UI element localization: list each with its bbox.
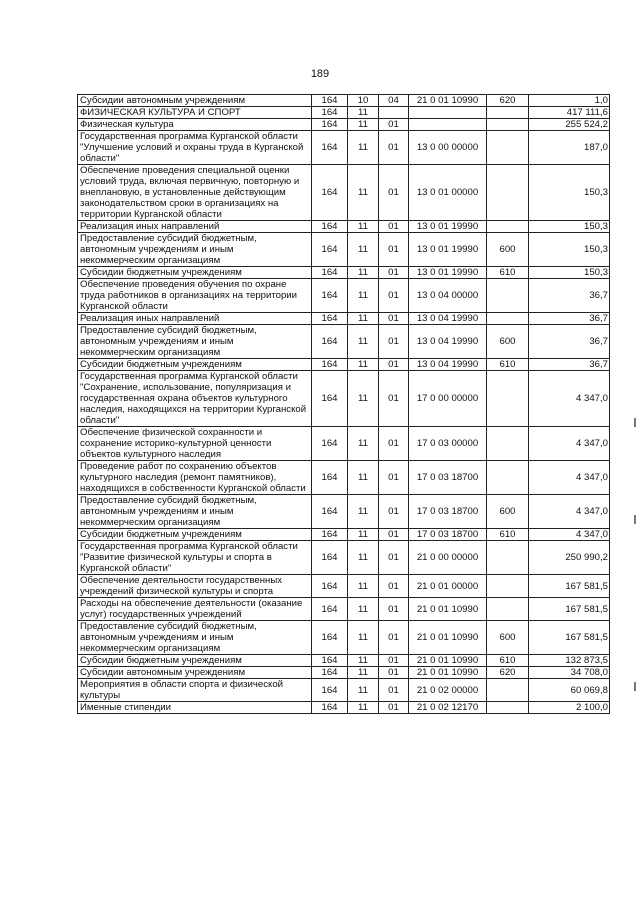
row-expense-type-cell: 620: [487, 95, 529, 107]
row-expense-type-cell: 600: [487, 621, 529, 655]
row-target-article-cell: 21 0 01 00000: [409, 575, 487, 598]
row-target-article-cell: 13 0 04 19990: [409, 313, 487, 325]
row-expense-type-cell: [487, 279, 529, 313]
row-name-cell: Предоставление субсидий бюджетным, автономным учреждениям и иным некоммерческим организациям: [78, 621, 312, 655]
row-subsection-cell: 01: [379, 325, 409, 359]
table-row: [78, 598, 610, 621]
row-subsection-cell: 01: [379, 313, 409, 325]
row-target-article-cell: 13 0 00 00000: [409, 131, 487, 165]
row-target-article-cell: 13 0 04 00000: [409, 279, 487, 313]
table-row: [78, 313, 610, 325]
row-subsection-cell: 01: [379, 495, 409, 529]
row-admin-code-cell: 164: [312, 165, 348, 221]
row-expense-type-cell: 610: [487, 529, 529, 541]
row-admin-code-cell: 164: [312, 279, 348, 313]
row-section-cell: 11: [348, 325, 379, 359]
row-section-cell: 11: [348, 371, 379, 427]
row-section-cell: 11: [348, 427, 379, 461]
row-section-cell: 11: [348, 107, 379, 119]
row-amount-cell: 167 581,5: [529, 575, 610, 598]
row-admin-code-cell: 164: [312, 325, 348, 359]
table-row: [78, 233, 610, 267]
row-subsection-cell: [379, 107, 409, 119]
row-admin-code-cell: 164: [312, 119, 348, 131]
row-section-cell: 11: [348, 267, 379, 279]
table-row: [78, 621, 610, 655]
table-row: [78, 575, 610, 598]
row-admin-code-cell: 164: [312, 131, 348, 165]
table-row: [78, 371, 610, 427]
row-amount-cell: 36,7: [529, 313, 610, 325]
row-section-cell: 11: [348, 702, 379, 714]
row-section-cell: 11: [348, 165, 379, 221]
row-section-cell: 11: [348, 575, 379, 598]
row-target-article-cell: 13 0 01 19990: [409, 221, 487, 233]
row-amount-cell: 4 347,0: [529, 427, 610, 461]
row-section-cell: 11: [348, 359, 379, 371]
row-name-cell: Обеспечение деятельности государственных учреждений физической культуры и спорта: [78, 575, 312, 598]
row-admin-code-cell: 164: [312, 702, 348, 714]
row-name-cell: Государственная программа Курганской области "Улучшение условий и охраны труда в Курганской области": [78, 131, 312, 165]
row-target-article-cell: [409, 119, 487, 131]
row-admin-code-cell: 164: [312, 461, 348, 495]
row-name-cell: Предоставление субсидий бюджетным, автономным учреждениям и иным некоммерческим организациям: [78, 233, 312, 267]
row-admin-code-cell: 164: [312, 267, 348, 279]
row-section-cell: 11: [348, 529, 379, 541]
row-name-cell: Государственная программа Курганской области "Сохранение, использование, популяризация и государственная охрана объектов культурного наследия, находящихся на территории Курганской области": [78, 371, 312, 427]
row-name-cell: Именные стипендии: [78, 702, 312, 714]
row-expense-type-cell: [487, 461, 529, 495]
row-subsection-cell: 01: [379, 529, 409, 541]
row-target-article-cell: [409, 107, 487, 119]
row-amount-cell: 36,7: [529, 279, 610, 313]
row-amount-cell: 4 347,0: [529, 495, 610, 529]
row-amount-cell: 187,0: [529, 131, 610, 165]
table-row: [78, 529, 610, 541]
row-target-article-cell: 17 0 03 18700: [409, 461, 487, 495]
row-subsection-cell: 01: [379, 359, 409, 371]
row-section-cell: 11: [348, 679, 379, 702]
row-section-cell: 11: [348, 279, 379, 313]
row-expense-type-cell: 600: [487, 233, 529, 267]
row-name-cell: Реализация иных направлений: [78, 221, 312, 233]
row-name-cell: Предоставление субсидий бюджетным, автономным учреждениям и иным некоммерческим организациям: [78, 325, 312, 359]
row-target-article-cell: 17 0 03 18700: [409, 495, 487, 529]
row-expense-type-cell: [487, 702, 529, 714]
row-subsection-cell: 01: [379, 131, 409, 165]
row-target-article-cell: 21 0 02 12170: [409, 702, 487, 714]
table-row: [78, 325, 610, 359]
row-name-cell: Физическая культура: [78, 119, 312, 131]
row-subsection-cell: 01: [379, 679, 409, 702]
row-amount-cell: 150,3: [529, 267, 610, 279]
row-name-cell: Субсидии автономным учреждениям: [78, 95, 312, 107]
row-subsection-cell: 01: [379, 667, 409, 679]
table-row: [78, 679, 610, 702]
row-admin-code-cell: 164: [312, 621, 348, 655]
row-subsection-cell: 01: [379, 165, 409, 221]
row-expense-type-cell: 610: [487, 655, 529, 667]
row-name-cell: Обеспечение физической сохранности и сохранение историко-культурной ценности объектов культурного наследия: [78, 427, 312, 461]
row-expense-type-cell: [487, 119, 529, 131]
row-subsection-cell: 01: [379, 461, 409, 495]
row-name-cell: Субсидии бюджетным учреждениям: [78, 655, 312, 667]
row-subsection-cell: 01: [379, 427, 409, 461]
row-name-cell: Обеспечение проведения специальной оценки условий труда, включая первичную, повторную и внеплановую, в установленные действующим законодательством сроки в организациях на территории Курганской области: [78, 165, 312, 221]
row-section-cell: 11: [348, 221, 379, 233]
row-target-article-cell: 13 0 01 19990: [409, 233, 487, 267]
table-row: [78, 131, 610, 165]
row-expense-type-cell: 620: [487, 667, 529, 679]
row-amount-cell: 132 873,5: [529, 655, 610, 667]
row-subsection-cell: 01: [379, 702, 409, 714]
row-name-cell: Государственная программа Курганской области "Развитие физической культуры и спорта в Курганской области": [78, 541, 312, 575]
table-row: [78, 541, 610, 575]
row-name-cell: Субсидии бюджетным учреждениям: [78, 529, 312, 541]
page-number: 189: [310, 68, 330, 80]
row-amount-cell: 1,0: [529, 95, 610, 107]
table-row: [78, 221, 610, 233]
budget-table-body: [78, 95, 610, 714]
row-expense-type-cell: [487, 165, 529, 221]
row-subsection-cell: 01: [379, 233, 409, 267]
scan-edge-mark: [634, 515, 636, 524]
row-admin-code-cell: 164: [312, 575, 348, 598]
row-target-article-cell: 21 0 00 00000: [409, 541, 487, 575]
row-amount-cell: 60 069,8: [529, 679, 610, 702]
table-row: [78, 119, 610, 131]
row-amount-cell: 4 347,0: [529, 371, 610, 427]
row-name-cell: Проведение работ по сохранению объектов культурного наследия (ремонт памятников), находящихся в собственности Курганской области: [78, 461, 312, 495]
row-subsection-cell: 01: [379, 575, 409, 598]
row-section-cell: 11: [348, 621, 379, 655]
row-expense-type-cell: [487, 598, 529, 621]
row-section-cell: 11: [348, 655, 379, 667]
table-row: [78, 461, 610, 495]
row-name-cell: Реализация иных направлений: [78, 313, 312, 325]
row-admin-code-cell: 164: [312, 221, 348, 233]
row-section-cell: 11: [348, 233, 379, 267]
row-section-cell: 11: [348, 495, 379, 529]
row-expense-type-cell: [487, 679, 529, 702]
row-target-article-cell: 13 0 04 19990: [409, 359, 487, 371]
row-admin-code-cell: 164: [312, 233, 348, 267]
row-subsection-cell: 01: [379, 598, 409, 621]
scan-edge-mark: [634, 682, 636, 691]
row-name-cell: Субсидии автономным учреждениям: [78, 667, 312, 679]
row-subsection-cell: 01: [379, 371, 409, 427]
row-subsection-cell: 01: [379, 621, 409, 655]
row-target-article-cell: 21 0 01 10990: [409, 95, 487, 107]
scan-edge-mark: [634, 418, 636, 427]
row-expense-type-cell: [487, 107, 529, 119]
row-admin-code-cell: 164: [312, 655, 348, 667]
row-amount-cell: 36,7: [529, 359, 610, 371]
row-target-article-cell: 21 0 01 10990: [409, 598, 487, 621]
row-expense-type-cell: [487, 371, 529, 427]
row-admin-code-cell: 164: [312, 371, 348, 427]
table-row: [78, 427, 610, 461]
row-section-cell: 10: [348, 95, 379, 107]
row-target-article-cell: 17 0 00 00000: [409, 371, 487, 427]
row-amount-cell: 255 524,2: [529, 119, 610, 131]
row-subsection-cell: 04: [379, 95, 409, 107]
row-admin-code-cell: 164: [312, 598, 348, 621]
row-section-cell: 11: [348, 461, 379, 495]
row-amount-cell: 4 347,0: [529, 529, 610, 541]
row-admin-code-cell: 164: [312, 541, 348, 575]
row-target-article-cell: 21 0 01 10990: [409, 655, 487, 667]
table-row: [78, 655, 610, 667]
row-amount-cell: 4 347,0: [529, 461, 610, 495]
row-admin-code-cell: 164: [312, 313, 348, 325]
row-expense-type-cell: 610: [487, 267, 529, 279]
table-row: [78, 165, 610, 221]
row-subsection-cell: 01: [379, 119, 409, 131]
row-target-article-cell: 13 0 04 19990: [409, 325, 487, 359]
row-target-article-cell: 21 0 01 10990: [409, 621, 487, 655]
row-target-article-cell: 21 0 01 10990: [409, 667, 487, 679]
table-row: [78, 359, 610, 371]
row-expense-type-cell: [487, 313, 529, 325]
row-target-article-cell: 13 0 01 00000: [409, 165, 487, 221]
row-subsection-cell: 01: [379, 221, 409, 233]
row-expense-type-cell: [487, 541, 529, 575]
row-admin-code-cell: 164: [312, 107, 348, 119]
row-expense-type-cell: [487, 575, 529, 598]
row-name-cell: Предоставление субсидий бюджетным, автономным учреждениям и иным некоммерческим организациям: [78, 495, 312, 529]
budget-table: [77, 94, 610, 714]
row-section-cell: 11: [348, 667, 379, 679]
row-section-cell: 11: [348, 541, 379, 575]
row-target-article-cell: 21 0 02 00000: [409, 679, 487, 702]
row-section-cell: 11: [348, 313, 379, 325]
row-admin-code-cell: 164: [312, 529, 348, 541]
row-expense-type-cell: [487, 427, 529, 461]
row-amount-cell: 250 990,2: [529, 541, 610, 575]
table-row: [78, 267, 610, 279]
row-amount-cell: 167 581,5: [529, 621, 610, 655]
row-name-cell: Субсидии бюджетным учреждениям: [78, 267, 312, 279]
table-row: [78, 95, 610, 107]
row-expense-type-cell: [487, 131, 529, 165]
row-admin-code-cell: 164: [312, 679, 348, 702]
row-section-cell: 11: [348, 119, 379, 131]
row-subsection-cell: 01: [379, 655, 409, 667]
row-subsection-cell: 01: [379, 541, 409, 575]
row-admin-code-cell: 164: [312, 359, 348, 371]
row-name-cell: Субсидии бюджетным учреждениям: [78, 359, 312, 371]
row-amount-cell: 36,7: [529, 325, 610, 359]
table-row: [78, 702, 610, 714]
row-expense-type-cell: [487, 221, 529, 233]
row-subsection-cell: 01: [379, 279, 409, 313]
row-expense-type-cell: 610: [487, 359, 529, 371]
row-section-cell: 11: [348, 131, 379, 165]
row-target-article-cell: 17 0 03 18700: [409, 529, 487, 541]
table-row: [78, 495, 610, 529]
row-name-cell: Расходы на обеспечение деятельности (оказание услуг) государственных учреждений: [78, 598, 312, 621]
row-amount-cell: 2 100,0: [529, 702, 610, 714]
row-amount-cell: 167 581,5: [529, 598, 610, 621]
row-admin-code-cell: 164: [312, 427, 348, 461]
row-section-cell: 11: [348, 598, 379, 621]
row-target-article-cell: 17 0 03 00000: [409, 427, 487, 461]
row-amount-cell: 150,3: [529, 233, 610, 267]
row-admin-code-cell: 164: [312, 495, 348, 529]
row-name-cell: ФИЗИЧЕСКАЯ КУЛЬТУРА И СПОРТ: [78, 107, 312, 119]
row-amount-cell: 417 111,6: [529, 107, 610, 119]
table-row: [78, 107, 610, 119]
row-admin-code-cell: 164: [312, 95, 348, 107]
table-row: [78, 667, 610, 679]
row-admin-code-cell: 164: [312, 667, 348, 679]
row-amount-cell: 150,3: [529, 165, 610, 221]
row-name-cell: Мероприятия в области спорта и физической культуры: [78, 679, 312, 702]
row-amount-cell: 34 708,0: [529, 667, 610, 679]
row-expense-type-cell: 600: [487, 325, 529, 359]
row-expense-type-cell: 600: [487, 495, 529, 529]
row-amount-cell: 150,3: [529, 221, 610, 233]
row-name-cell: Обеспечение проведения обучения по охране труда работников в организациях на территории Курганской области: [78, 279, 312, 313]
row-subsection-cell: 01: [379, 267, 409, 279]
row-target-article-cell: 13 0 01 19990: [409, 267, 487, 279]
table-row: [78, 279, 610, 313]
